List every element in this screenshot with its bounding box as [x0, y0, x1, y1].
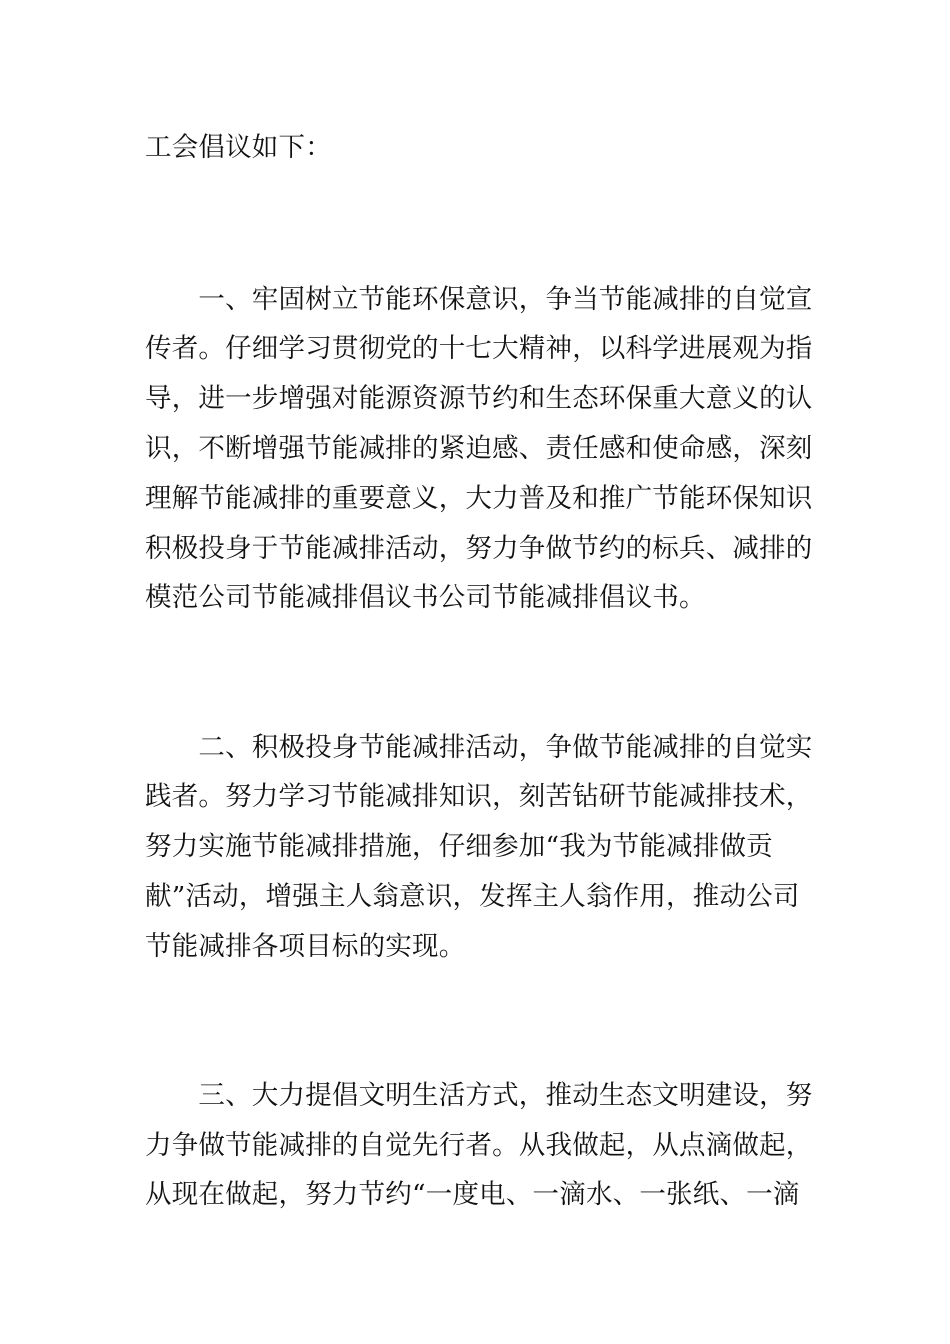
paragraph-3-line-2: 力争做节能减排的自觉先行者。从我做起，从点滴做起，: [145, 1130, 813, 1161]
paragraph-2-line-2: 践者。努力学习节能减排知识，刻苦钻研节能减排技术，: [145, 781, 813, 812]
paragraph-1-line-3: 导，进一步增强对能源资源节约和生态环保重大意义的认: [145, 383, 813, 414]
paragraph-3-line-3: 从现在做起，努力节约“一度电、一滴水、一张纸、一滴: [145, 1179, 800, 1210]
paragraph-2-line-4: 献”活动，增强主人翁意识，发挥主人翁作用，推动公司: [145, 881, 800, 912]
paragraph-1-line-2: 传者。仔细学习贯彻党的十七大精神，以科学进展观为指: [145, 333, 813, 364]
paragraph-2-line-5: 节能减排各项目标的实现。: [145, 931, 466, 962]
intro-text: 工会倡议如下：: [145, 132, 332, 163]
paragraph-1-line-6: 积极投身于节能减排活动，努力争做节约的标兵、减排的: [145, 533, 813, 564]
paragraph-1-line-5: 理解节能减排的重要意义，大力普及和推广节能环保知识: [145, 483, 813, 514]
paragraph-2-line-1: 二、积极投身节能减排活动，争做节能减排的自觉实: [145, 732, 813, 763]
paragraph-2-line-3: 努力实施节能减排措施，仔细参加“我为节能减排做贡: [145, 831, 773, 862]
paragraph-1-line-7: 模范公司节能减排倡议书公司节能减排倡议书。: [145, 582, 706, 613]
paragraph-1-line-1: 一、牢固树立节能环保意识，争当节能减排的自觉宣: [145, 284, 813, 315]
paragraph-1-line-4: 识，不断增强节能减排的紧迫感、责任感和使命感，深刻: [145, 433, 813, 464]
paragraph-3-line-1: 三、大力提倡文明生活方式，推动生态文明建设，努: [145, 1080, 813, 1111]
